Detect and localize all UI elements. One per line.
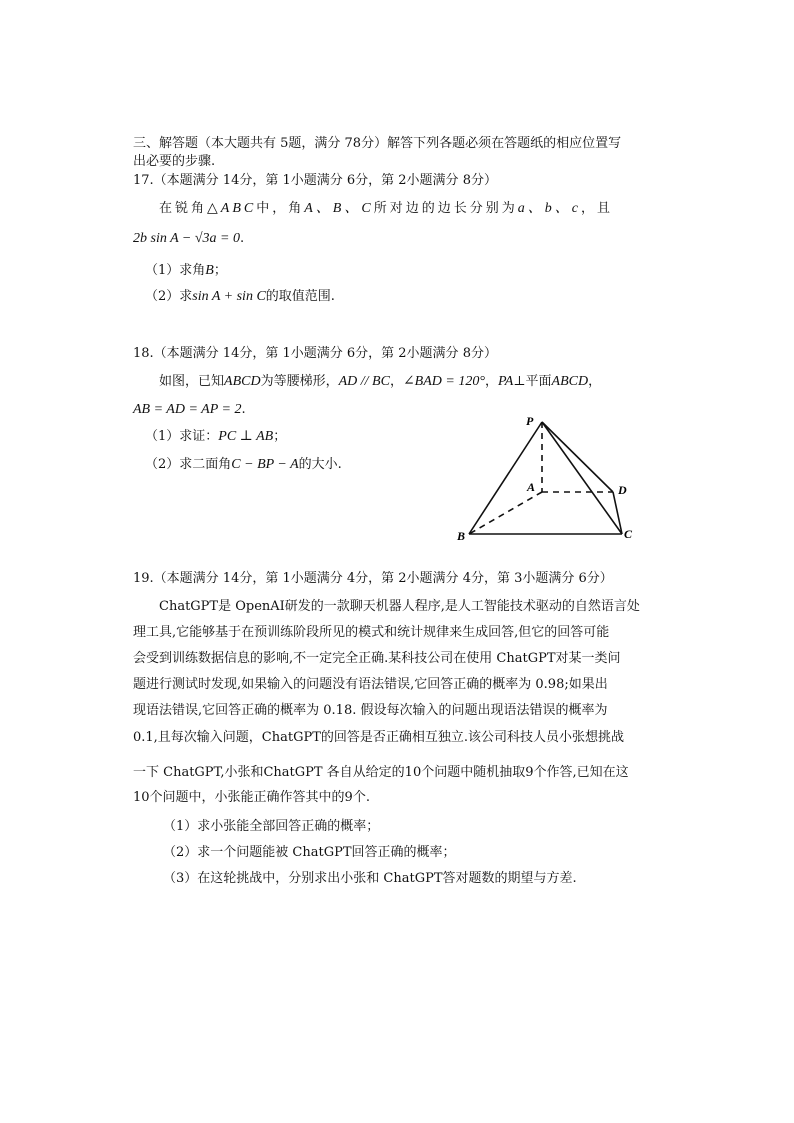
q18-text: ， [484,374,498,389]
q17-stem-line1 [159,196,613,222]
vertex-b-label: B [457,529,466,543]
q17-text: 所对边的边长分别为 [373,201,518,216]
q17-triangle: △ABC [207,201,257,216]
vertex-a-label: A [527,480,536,494]
q18-part1-expr: PC ⊥ AB [218,429,274,444]
q19-line6: 0.1,且每次输入问题，ChatGPT的回答是否正确相互独立.该公司科技人员小张想挑战 [133,730,625,745]
q19-part1: （1）求小张能全部回答正确的概率； [163,819,380,834]
q17-text: 的取值范围. [265,289,335,304]
section-title: 三、解答题（本大题共有 5题，满分 78分）解答下列各题必须在答题纸的相应位置写 [133,136,622,151]
q19-part2: （2）求一个问题能被 ChatGPT回答正确的概率； [163,845,456,860]
pyramid-figure [455,412,645,547]
edge-pb [469,422,542,534]
q17-part2 [145,284,335,310]
q19-line1: ChatGPT是 OpenAI研发的一款聊天机器人程序,是人工智能技术驱动的自然语言处 [159,599,640,614]
q18-text: . [241,402,246,417]
q18-header: 18.（本题满分 14分，第 1小题满分 6分，第 2小题满分 8分） [133,346,497,361]
q17-part1 [145,258,227,284]
edge-ab [469,492,542,534]
q17-text: 中，角 [256,201,305,216]
q17-text: ，且 [580,201,613,216]
q18-stem-line2 [133,397,246,423]
q19-line8: 10个问题中，小张能正确作答其中的9个. [133,790,370,805]
q18-text: 如图，已知 [159,374,225,389]
q18-part2 [145,452,342,478]
q17-angles: A、B、C [304,201,374,216]
q19-line3: 会受到训练数据信息的影响,不一定完全正确.某科技公司在使用 ChatGPT对某一类问 [133,651,621,666]
q17-part1-label: （1）求角 [145,263,206,278]
q17-part2-expr: sin A + sin C [192,289,266,304]
vertex-p-label: P [526,414,534,428]
q17-stem-line2 [133,226,244,252]
q18-text: 的大小. [298,457,342,472]
q19-part3: （3）在这轮挑战中，分别求出小张和 ChatGPT答对题数的期望与方差. [163,871,577,886]
q18-angle: ∠BAD = 120° [402,374,485,389]
q17-text: 在锐角 [159,201,208,216]
q18-text: 为等腰梯形， [260,374,339,389]
q18-text: ， [389,374,403,389]
q18-abcd: ABCD [224,374,261,389]
q17-sides: a、b、c [517,201,581,216]
q17-part2-label: （2）求 [145,289,193,304]
q18-pa: PA [497,374,514,389]
q19-line4: 题进行测试时发现,如果输入的问题没有语法错误,它回答正确的概率为 0.98;如果出 [133,677,608,692]
q18-part1 [145,424,286,450]
q17-text: ； [213,263,227,278]
q19-line5: 现语法错误,它回答正确的概率为 0.18. 假设每次输入的问题出现语法错误的概率为 [133,703,608,718]
q18-text: ； [273,429,287,444]
vertex-d-label: D [618,483,627,497]
q18-text: ⊥平面 [513,374,552,389]
q19-line2: 理工具,它能够基于在预训练阶段所见的模式和统计规律来生成回答,但它的回答可能 [133,625,610,640]
q18-part2-expr: C − BP − A [231,457,299,472]
q18-equation: AB = AD = AP = 2 [133,402,242,417]
q17-text: . [239,231,245,246]
q18-parallel: AD // BC [338,374,390,389]
vertex-c-label: C [624,527,633,541]
q18-part1-label: （1）求证： [145,429,219,444]
edge-pc [542,422,622,534]
q17-part1-var: B [205,263,214,278]
section-title-cont: 出必要的步骤. [133,154,216,169]
q17-header: 17.（本题满分 14分，第 1小题满分 6分，第 2小题满分 8分） [133,173,497,188]
q19-header: 19.（本题满分 14分，第 1小题满分 4分，第 2小题满分 4分，第 3小题满分 6分） [133,571,613,586]
edge-pd [542,422,613,492]
q17-equation: 2b sin A − √3a = 0 [133,231,240,246]
q18-plane: ABCD [551,374,589,389]
q18-stem-line1 [159,369,601,395]
q18-part2-label: （2）求二面角 [145,457,232,472]
q18-text: ， [588,374,602,389]
q19-line7: 一下 ChatGPT,小张和ChatGPT 各自从给定的10个问题中随机抽取9个作答,已知在这 [133,765,629,780]
